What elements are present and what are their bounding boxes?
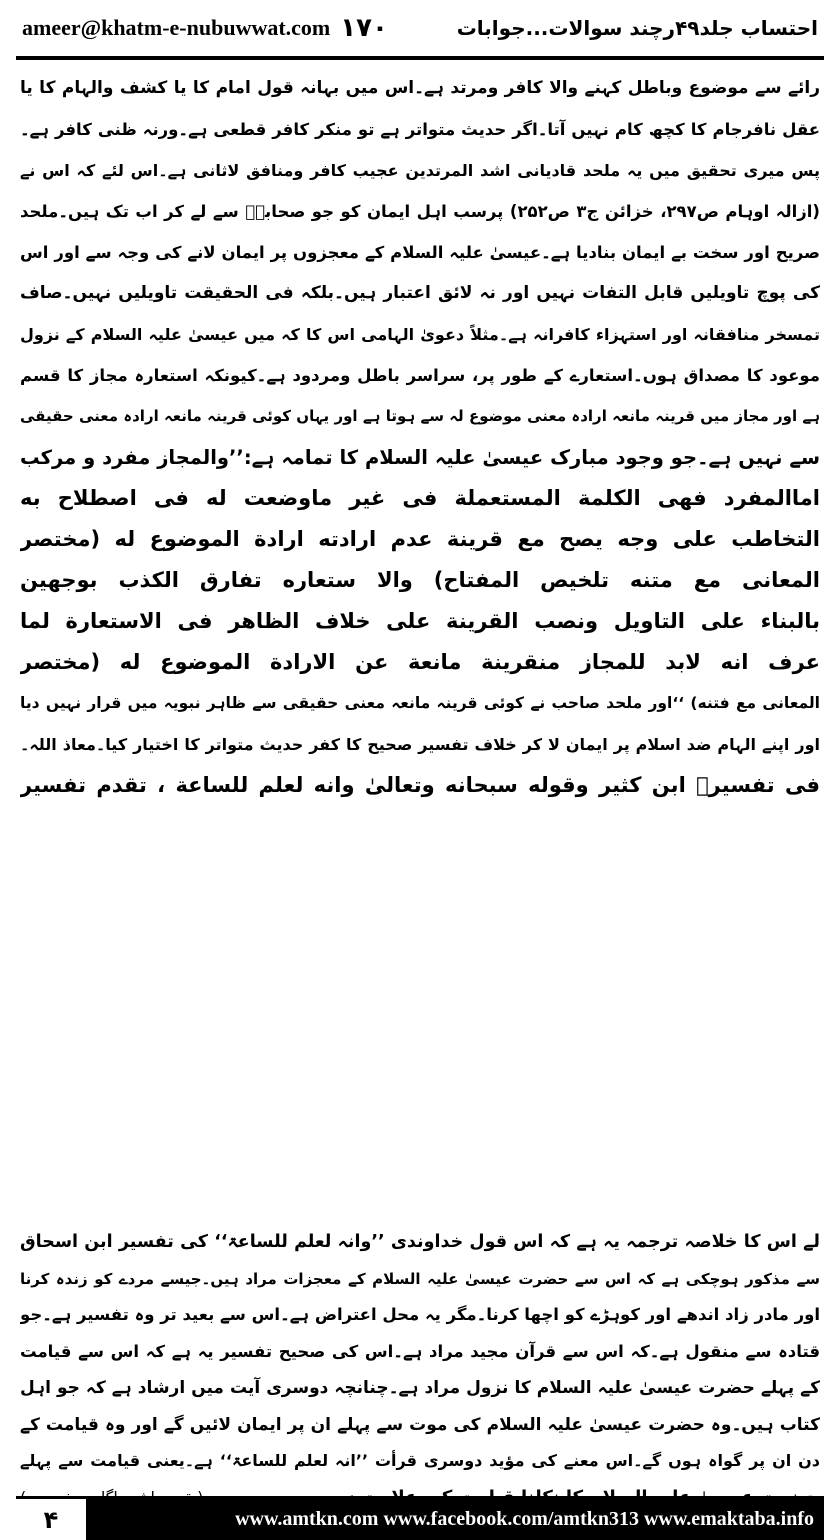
footnote-line: دن ان پر گواہ ہوں گے۔اس معنے کی مؤید دوسری قرأت ’’انہ لعلم للساعۃ‘‘ ہے۔یعنی قیامت سے پہلے	[20, 1451, 820, 1470]
footer-links: www.amtkn.com www.facebook.com/amtkn313 www.emaktaba.info	[235, 1508, 814, 1530]
text-line: بالبناء علی التاويل ونصب القرينة علی خلاف الظاهر فی الاستعارة لما	[20, 609, 820, 633]
footer-page-marker: ۴	[16, 1499, 86, 1540]
text-line: التخاطب علی وجه يصح مع قرينة عدم ارادته ارادة الموضوع له (مختصر	[20, 527, 820, 551]
text-line: کی پوچ تاویلیں قابل التفات نہیں اور نہ لائق اعتبار ہیں۔بلکہ فی الحقیقت تاویلیں نہیں۔صاف	[20, 283, 820, 303]
page-header	[22, 8, 818, 48]
footnote-line: لے اس کا خلاصہ ترجمہ یہ ہے کہ اس قول خداوندی ’’وانہ لعلم للساعۃ‘‘ کی تفسیر ابن اسحاق	[20, 1232, 820, 1252]
main-text	[20, 68, 820, 806]
text-line: فی تفسیرؒ ابن كثير وقوله سبحانه وتعالیٰ وانه لعلم للساعة ، تقدم تفسير	[20, 773, 820, 797]
text-line: (ازالہ اوہام ص۲۹۷، خزائن ج۳ ص۲۵۲) پرسب اہل ایمان کو جو صحابہؓ سے لے کر اب تک ہیں۔ملحد	[20, 202, 820, 221]
text-line: عقل نافرجام کا کچھ کام نہیں آتا۔اگر حدیث متواتر ہے تو منکر کافر قطعی ہے۔ورنہ ظنی کافر ہے۔	[20, 120, 820, 139]
text-line: سے نہیں ہے۔جو وجود مبارک عیسیٰ علیہ السلام کا تمامہ ہے:’’والمجاز مفرد و مرکب	[20, 446, 820, 469]
text-line: عرف انه لابد للمجاز منقرينة مانعة عن الارادة الموضوع له (مختصر	[20, 650, 820, 674]
footnote-line: اور مادر زاد اندھے اور کوہڑے کو اچھا کرنا۔مگر یہ محل اعتراض ہے۔اس سے بعید تر وہ تفسیر ہے۔جو	[20, 1305, 820, 1324]
page-footer	[16, 1499, 824, 1540]
text-line: المعانی مع فتنه) ‘‘اور ملحد صاحب نے کوئی قرینہ مانعہ معنی حقیقی سے ظاہر نبویہ میں قرار نہیں دیا	[20, 694, 820, 712]
header-title: احتساب جلد۴۹رچند سوالات...جوابات	[456, 16, 818, 40]
text-line: تمسخر منافقانہ اور استہزاء کافرانہ ہے۔مثلاً دعویٰ الہامی اس کا کہ میں عیسیٰ علیہ السلام کے نزول	[20, 325, 820, 344]
footnote	[20, 1224, 820, 1516]
footnote-line: سے مذکور ہوچکی ہے کہ اس سے حضرت عیسیٰ علیہ السلام کے معجزات مراد ہیں۔جیسے مردے کو زندہ کرنا	[20, 1269, 820, 1288]
header-rule	[16, 56, 824, 60]
footnote-line: کتاب ہیں۔وہ حضرت عیسیٰ علیہ السلام کی موت سے پہلے ان پر ایمان لائیں گے اور وہ قیامت کے	[20, 1414, 820, 1435]
text-line: المعانی مع متنه تلخيص المفتاح) والا ستعاره تفارق الكذب بوجهين	[20, 568, 820, 592]
text-line: پس میری تحقیق میں یہ ملحد قادیانی اشد المرتدین عجیب کافر ومنافق لاثانی ہے۔اس لئے کہ اس نے	[20, 161, 820, 180]
header-page-number: ۱۷۰	[340, 13, 388, 43]
text-line: اماالمفرد فهی الكلمة المستعملة فی غير ماوضعت له فی اصطلاح به	[20, 486, 820, 510]
text-line: ہے اور مجاز میں قرینہ مانعہ ارادہ معنی موضوع لہ سے ہوتا ہے اور یہاں کوئی قرینہ مانعہ ارادہ معنی حقیقی	[20, 407, 820, 425]
text-line: صریح اور سخت بے ایمان بنادیا ہے۔عیسیٰ علیہ السلام کے معجزوں پر ایمان لانے کی وجہ سے اور اس	[20, 243, 820, 262]
text-line: اور اپنے الہام ضد اسلام پر ایمان لا کر خلاف تفسیر صحیح کا کفر حدیث متواتر کا اختیار کیا۔معاذ اللہ۔	[20, 735, 820, 754]
footnote-line: قتادہ سے منقول ہے۔کہ اس سے قرآن مجید مراد ہے۔اس کی صحیح تفسیر یہ ہے کہ اس سے قیامت	[20, 1341, 820, 1361]
header-left	[22, 13, 388, 43]
text-line: رائے سے موضوع وباطل کہنے والا کافر ومرتد ہے۔اس میں بہانہ قول امام کا یا کشف والہام کا یا	[20, 78, 820, 98]
text-line: موعود کا مصداق ہوں۔استعارے کے طور پر، سراسر باطل ومردود ہے۔کیونکہ استعارہ مجاز کا قسم	[20, 366, 820, 385]
header-email: ameer@khatm-e-nubuwwat.com	[22, 15, 331, 40]
footnote-line: کے پہلے حضرت عیسیٰ علیہ السلام کا نزول مراد ہے۔چنانچہ دوسری آیت میں ارشاد ہے کہ جو اہل	[20, 1378, 820, 1398]
